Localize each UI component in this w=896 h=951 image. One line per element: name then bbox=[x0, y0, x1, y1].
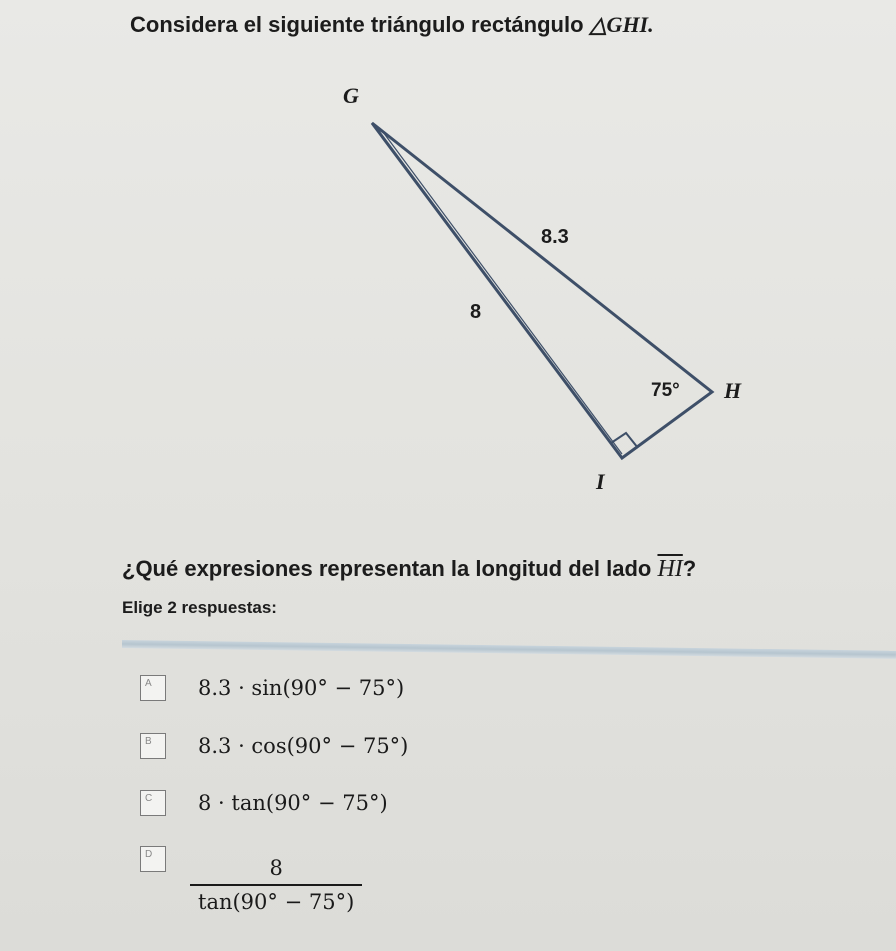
right-angle-marker bbox=[611, 433, 638, 448]
question-text bbox=[122, 556, 696, 583]
choice-b[interactable] bbox=[140, 733, 408, 759]
choice-a-checkbox[interactable] bbox=[140, 675, 166, 701]
choice-c-checkbox[interactable] bbox=[140, 790, 166, 816]
prompt-label: Considera el siguiente triángulo rectángulo bbox=[130, 12, 590, 37]
choice-c-letter: C bbox=[145, 793, 153, 804]
side-label-gi: 8 bbox=[470, 301, 482, 323]
choice-a-letter: A bbox=[145, 678, 152, 689]
instruction-text: Elige 2 respuestas: bbox=[122, 598, 277, 617]
choice-b-letter: B bbox=[145, 736, 152, 747]
choice-d-expression bbox=[190, 856, 362, 914]
angle-label-h: 75° bbox=[651, 380, 680, 401]
divider bbox=[122, 640, 896, 659]
choice-d-numerator: 8 bbox=[269, 856, 283, 880]
choice-d-denominator: tan(90° − 75°) bbox=[190, 884, 362, 914]
choice-a-expression: 8.3 · sin(90° − 75°) bbox=[198, 676, 405, 700]
triangle-name: △GHI. bbox=[589, 12, 654, 37]
vertex-label-g: G bbox=[343, 83, 359, 108]
choice-c-expression: 8 · tan(90° − 75°) bbox=[198, 791, 388, 815]
side-label-gh: 8.3 bbox=[541, 226, 569, 248]
vertex-label-h: H bbox=[724, 378, 742, 403]
choice-a[interactable] bbox=[140, 675, 404, 701]
vertex-label-i: I bbox=[596, 469, 605, 494]
segment-hi: $\overline{HI}$ bbox=[657, 556, 683, 582]
question-mark: ? bbox=[682, 556, 697, 581]
choice-d[interactable] bbox=[140, 846, 362, 914]
choice-d-letter: D bbox=[145, 849, 153, 860]
triangle-ghi bbox=[372, 123, 712, 458]
choice-b-checkbox[interactable] bbox=[140, 733, 166, 759]
question-label: ¿Qué expresiones representan la longitud del lado bbox=[122, 556, 658, 581]
choice-c[interactable] bbox=[140, 790, 388, 816]
choice-d-checkbox[interactable] bbox=[140, 846, 166, 872]
choice-d-fraction bbox=[190, 856, 362, 914]
choice-b-expression: 8.3 · cos(90° − 75°) bbox=[198, 734, 409, 758]
